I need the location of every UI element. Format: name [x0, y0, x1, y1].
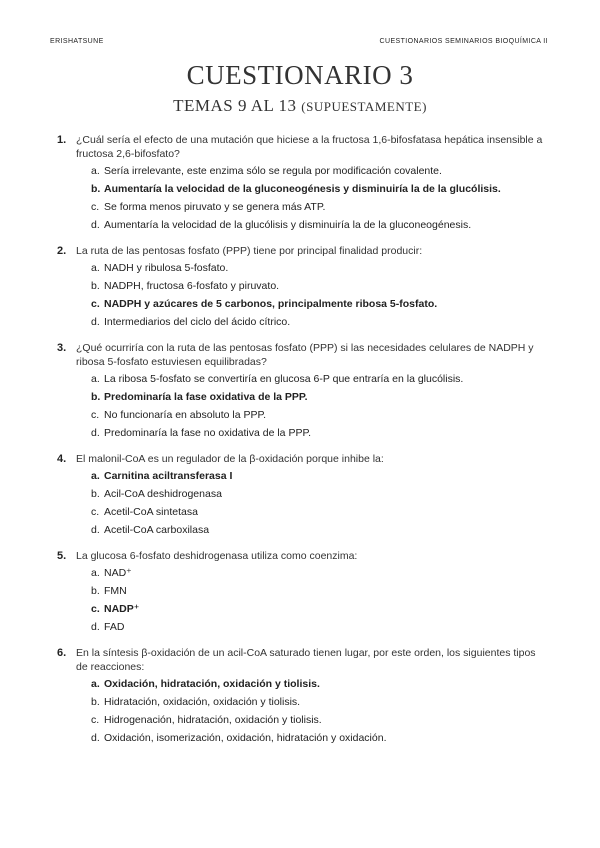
option-text: NAD⁺: [104, 567, 132, 579]
option-letter: d.: [91, 427, 100, 439]
option-c: [57, 505, 547, 519]
option-letter: d.: [91, 316, 100, 328]
option-d: [57, 620, 547, 634]
option-text: Intermediarios del ciclo del ácido cítrico.: [104, 316, 291, 328]
option-text: Acetil-CoA sintetasa: [104, 506, 198, 518]
question-6: [57, 646, 547, 745]
question-text: ¿Qué ocurriría con la ruta de las pentosas fosfato (PPP) si las necesidades celulares de NADPH y ribosa 5-fosfato estuviesen equilibradas?: [76, 342, 534, 368]
subtitle-note: (SUPUESTAMENTE): [301, 99, 427, 114]
option-c: [57, 408, 547, 422]
option-text: NADP⁺: [104, 603, 140, 615]
option-letter: d.: [91, 732, 100, 744]
option-letter: a.: [91, 470, 100, 482]
question-4: [57, 452, 547, 537]
option-text: Sería irrelevante, este enzima sólo se regula por modificación covalente.: [104, 165, 442, 177]
option-text: Hidrogenación, hidratación, oxidación y tiolisis.: [104, 714, 322, 726]
question-text: El malonil-CoA es un regulador de la β-oxidación porque inhibe la:: [76, 453, 384, 465]
option-text: La ribosa 5-fosfato se convertiría en glucosa 6-P que entraría en la glucólisis.: [104, 373, 464, 385]
option-a: [57, 372, 547, 386]
option-letter: b.: [91, 391, 101, 403]
option-d: [57, 315, 547, 329]
option-list: [57, 372, 547, 440]
option-c-correct: [57, 297, 547, 311]
question-text: La ruta de las pentosas fosfato (PPP) tiene por principal finalidad producir:: [76, 245, 423, 257]
question-number: 3.: [57, 342, 67, 354]
header-course: CUESTIONARIOS SEMINARIOS BIOQUÍMICA II: [379, 38, 548, 45]
option-b: [57, 279, 547, 293]
question-number: 5.: [57, 550, 67, 562]
option-c: [57, 713, 547, 727]
header-author: ERISHATSUNE: [50, 38, 104, 45]
option-b: [57, 487, 547, 501]
question-5: [57, 549, 547, 634]
subtitle-main: TEMAS 9 AL 13: [173, 96, 297, 115]
question-3: [57, 341, 547, 440]
option-text: FMN: [104, 585, 127, 597]
option-list: [57, 164, 547, 232]
option-a: [57, 566, 547, 580]
option-a: [57, 261, 547, 275]
option-letter: b.: [91, 585, 100, 597]
option-c-correct: [57, 602, 547, 616]
option-letter: c.: [91, 201, 100, 213]
option-text: Acil-CoA deshidrogenasa: [104, 488, 222, 500]
option-list: [57, 261, 547, 329]
question-2: [57, 244, 547, 329]
question-number: 4.: [57, 453, 67, 465]
option-list: [57, 566, 547, 634]
question-number: 2.: [57, 245, 67, 257]
option-letter: d.: [91, 621, 100, 633]
option-text: NADH y ribulosa 5-fosfato.: [104, 262, 229, 274]
option-text: FAD: [104, 621, 125, 633]
question-text: En la síntesis β-oxidación de un acil-CoA saturado tienen lugar, por este orden, los siguientes tipos de reacciones:: [76, 647, 536, 673]
option-text: Carnitina aciltransferasa I: [104, 470, 233, 482]
option-text: Aumentaría la velocidad de la gluconeogénesis y disminuiría la de la glucólisis.: [104, 183, 501, 195]
option-text: Predominaría la fase oxidativa de la PPP.: [104, 391, 308, 403]
option-text: NADPH y azúcares de 5 carbonos, principalmente ribosa 5-fosfato.: [104, 298, 438, 310]
option-letter: b.: [91, 183, 101, 195]
option-letter: b.: [91, 696, 100, 708]
page-subtitle: [0, 96, 600, 116]
question-list: [57, 133, 547, 757]
option-letter: c.: [91, 603, 100, 615]
question-text: La glucosa 6-fosfato deshidrogenasa utiliza como coenzima:: [76, 550, 358, 562]
option-letter: a.: [91, 262, 100, 274]
option-text: Acetil-CoA carboxilasa: [104, 524, 210, 536]
option-text: Hidratación, oxidación, oxidación y tiolisis.: [104, 696, 301, 708]
option-letter: c.: [91, 409, 100, 421]
question-text: ¿Cuál sería el efecto de una mutación que hiciese a la fructosa 1,6-bifosfatasa hepática insensible a fructosa 2,6-bifosfato?: [76, 134, 543, 160]
option-a-correct: [57, 677, 547, 691]
option-text: NADPH, fructosa 6-fosfato y piruvato.: [104, 280, 280, 292]
option-a: [57, 164, 547, 178]
option-letter: a.: [91, 165, 100, 177]
option-b-correct: [57, 390, 547, 404]
option-d: [57, 523, 547, 537]
option-letter: b.: [91, 280, 100, 292]
question-number: 1.: [57, 134, 67, 146]
option-text: Predominaría la fase no oxidativa de la PPP.: [104, 427, 312, 439]
option-d: [57, 731, 547, 745]
question-1: [57, 133, 547, 232]
option-b: [57, 695, 547, 709]
option-letter: d.: [91, 524, 100, 536]
option-text: Se forma menos piruvato y se genera más ATP.: [104, 201, 326, 213]
option-b-correct: [57, 182, 547, 196]
option-d: [57, 218, 547, 232]
option-letter: b.: [91, 488, 100, 500]
option-d: [57, 426, 547, 440]
option-text: Aumentaría la velocidad de la glucólisis y disminuiría la de la gluconeogénesis.: [104, 219, 472, 231]
option-letter: a.: [91, 678, 100, 690]
question-number: 6.: [57, 647, 67, 659]
option-list: [57, 677, 547, 745]
option-text: No funcionaría en absoluto la PPP.: [104, 409, 267, 421]
option-text: Oxidación, isomerización, oxidación, hidratación y oxidación.: [104, 732, 387, 744]
option-letter: c.: [91, 506, 100, 518]
option-letter: c.: [91, 298, 100, 310]
option-letter: c.: [91, 714, 100, 726]
option-c: [57, 200, 547, 214]
option-letter: d.: [91, 219, 100, 231]
option-list: [57, 469, 547, 537]
option-a-correct: [57, 469, 547, 483]
page-title: CUESTIONARIO 3: [186, 60, 414, 90]
option-letter: a.: [91, 373, 100, 385]
option-b: [57, 584, 547, 598]
option-letter: a.: [91, 567, 100, 579]
option-text: Oxidación, hidratación, oxidación y tiolisis.: [104, 678, 320, 690]
